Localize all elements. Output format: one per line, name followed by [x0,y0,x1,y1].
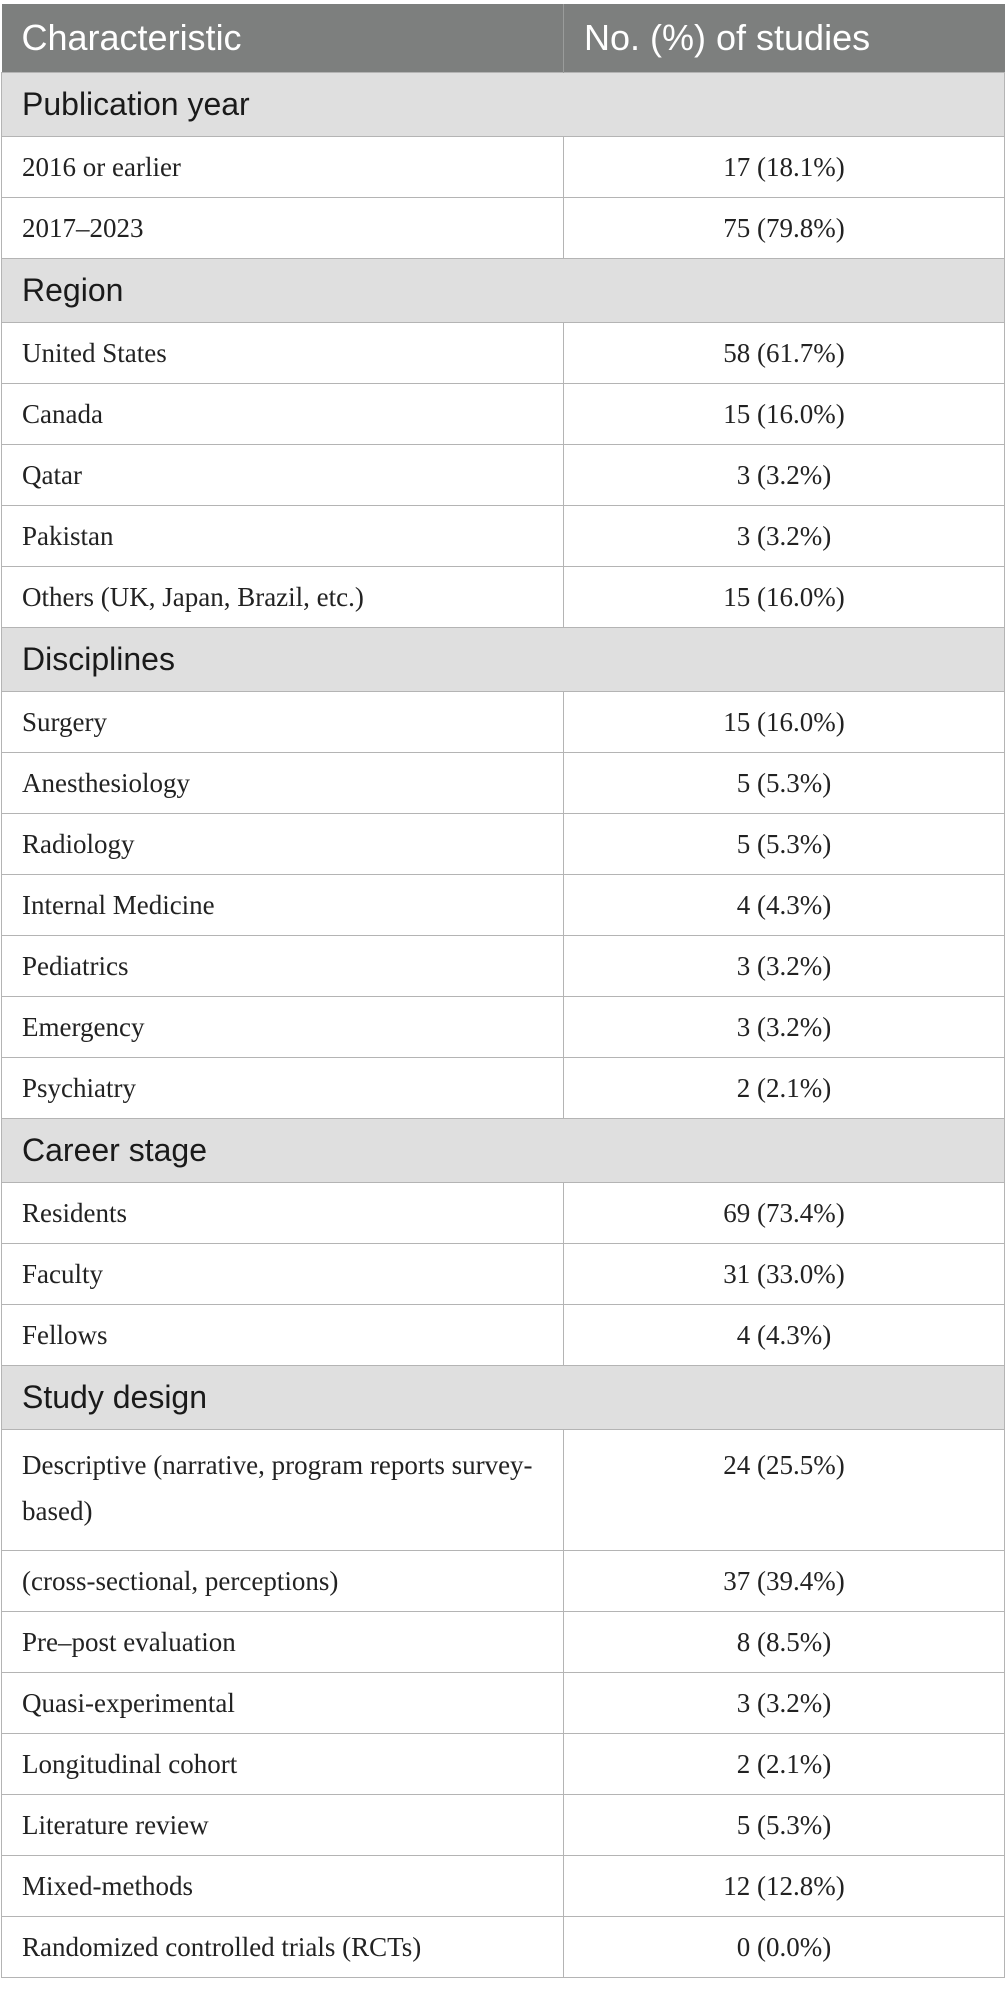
row-value: 24 (25.5%) [564,1430,1005,1551]
row-value: 17 (18.1%) [564,137,1005,198]
section-title: Career stage [2,1119,1005,1183]
row-value: 75 (79.8%) [564,198,1005,259]
table-row [2,814,1005,875]
row-value: 4 (4.3%) [564,875,1005,936]
row-value: 3 (3.2%) [564,445,1005,506]
row-label: Emergency [2,997,564,1058]
row-value: 37 (39.4%) [564,1551,1005,1612]
table-row [2,137,1005,198]
row-value: 58 (61.7%) [564,323,1005,384]
table-row [2,198,1005,259]
table-row [2,1058,1005,1119]
row-label: Qatar [2,445,564,506]
row-label: Fellows [2,1305,564,1366]
row-label: Faculty [2,1244,564,1305]
row-label: Residents [2,1183,564,1244]
row-value: 15 (16.0%) [564,567,1005,628]
studies-column-header: No. (%) of studies [564,4,1005,73]
row-value: 3 (3.2%) [564,506,1005,567]
table-row [2,384,1005,445]
row-label: (cross-sectional, perceptions) [2,1551,564,1612]
row-label: Surgery [2,692,564,753]
row-value: 31 (33.0%) [564,1244,1005,1305]
section-title: Region [2,259,1005,323]
table-row [2,1734,1005,1795]
table-header-row [2,4,1005,73]
table-row [2,1673,1005,1734]
study-characteristics-table [1,4,1005,1978]
row-label: Psychiatry [2,1058,564,1119]
table-row [2,1856,1005,1917]
row-value: 5 (5.3%) [564,1795,1005,1856]
section-row-study-design [2,1366,1005,1430]
row-label: Descriptive (narrative, program reports survey-based) [2,1430,564,1551]
section-row-career-stage [2,1119,1005,1183]
row-value: 2 (2.1%) [564,1058,1005,1119]
table-row [2,1244,1005,1305]
row-value: 5 (5.3%) [564,753,1005,814]
row-value: 4 (4.3%) [564,1305,1005,1366]
table-row [2,875,1005,936]
row-label: Randomized controlled trials (RCTs) [2,1917,564,1978]
section-title: Study design [2,1366,1005,1430]
row-value: 15 (16.0%) [564,692,1005,753]
table-row [2,753,1005,814]
table-row [2,997,1005,1058]
table-row [2,567,1005,628]
table-row [2,445,1005,506]
section-row-region [2,259,1005,323]
table-row [2,1183,1005,1244]
characteristic-column-header: Characteristic [2,4,564,73]
row-label: Longitudinal cohort [2,1734,564,1795]
row-label: Mixed-methods [2,1856,564,1917]
table-row [2,692,1005,753]
row-label: United States [2,323,564,384]
table-row [2,506,1005,567]
row-label: Canada [2,384,564,445]
row-value: 3 (3.2%) [564,997,1005,1058]
table-row [2,1917,1005,1978]
section-row-disciplines [2,628,1005,692]
row-label: 2016 or earlier [2,137,564,198]
table-row [2,1612,1005,1673]
row-value: 8 (8.5%) [564,1612,1005,1673]
row-value: 5 (5.3%) [564,814,1005,875]
row-value: 15 (16.0%) [564,384,1005,445]
row-value: 3 (3.2%) [564,1673,1005,1734]
table-row [2,1795,1005,1856]
row-value: 69 (73.4%) [564,1183,1005,1244]
section-row-publication-year [2,73,1005,137]
row-value: 3 (3.2%) [564,936,1005,997]
section-title: Disciplines [2,628,1005,692]
section-title: Publication year [2,73,1005,137]
row-label: 2017–2023 [2,198,564,259]
row-label: Anesthesiology [2,753,564,814]
table-row [2,1430,1005,1551]
table-row [2,1551,1005,1612]
table-row [2,936,1005,997]
row-label: Pediatrics [2,936,564,997]
row-value: 2 (2.1%) [564,1734,1005,1795]
row-value: 0 (0.0%) [564,1917,1005,1978]
row-label: Pakistan [2,506,564,567]
table-row [2,1305,1005,1366]
row-label: Quasi-experimental [2,1673,564,1734]
table-row [2,323,1005,384]
row-value: 12 (12.8%) [564,1856,1005,1917]
row-label: Internal Medicine [2,875,564,936]
row-label: Pre–post evaluation [2,1612,564,1673]
row-label: Radiology [2,814,564,875]
row-label: Others (UK, Japan, Brazil, etc.) [2,567,564,628]
row-label: Literature review [2,1795,564,1856]
